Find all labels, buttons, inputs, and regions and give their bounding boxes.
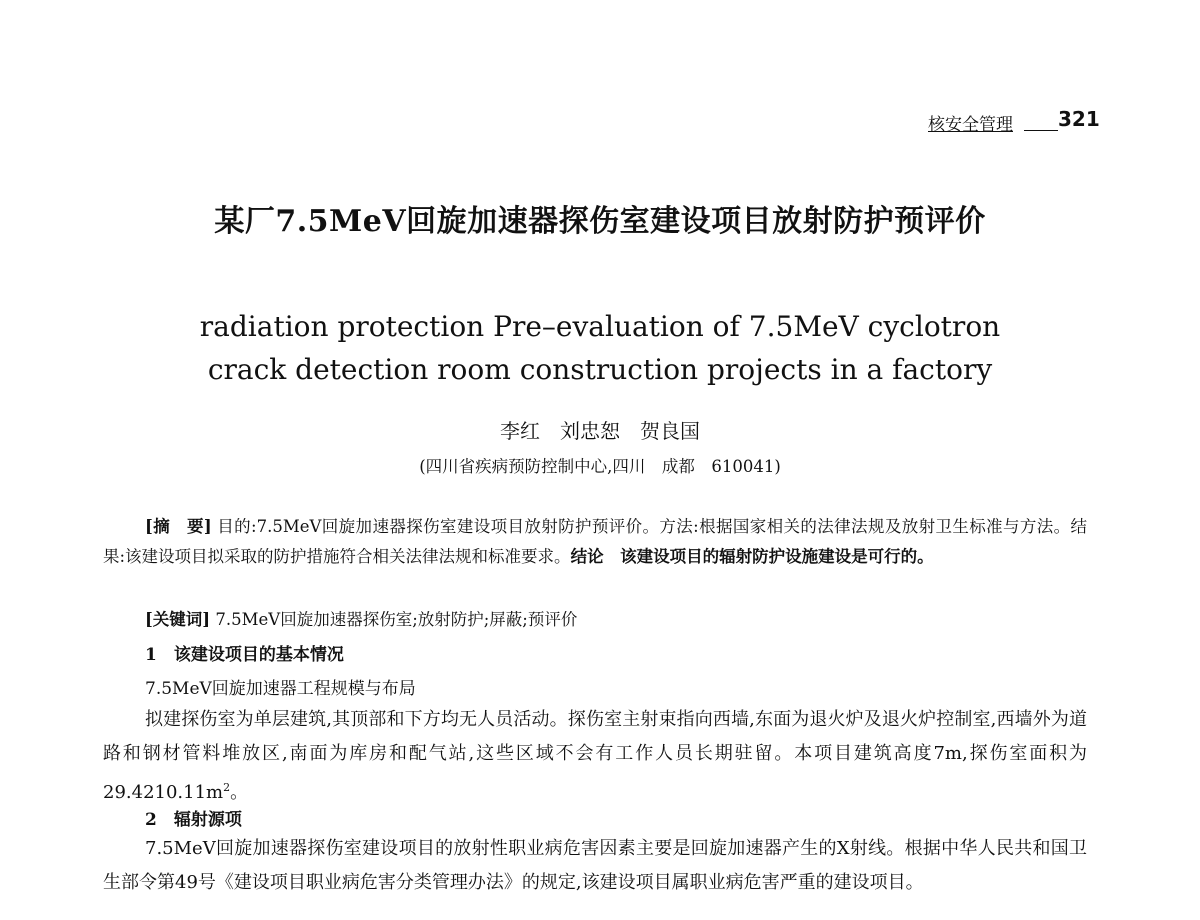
- abstract-label: [摘 要]: [145, 517, 212, 536]
- article-title-en-line1: radiation protection Pre–evaluation of 7.5MeV cyclotron: [199, 310, 1001, 343]
- section-1-body-end: 。: [230, 782, 249, 803]
- authors: 李红 刘忠恕 贺良国: [500, 419, 700, 443]
- area-unit-superscript: 2: [223, 781, 231, 794]
- keywords-text: 7.5MeV回旋加速器探伤室;放射防护;屏蔽;预评价: [215, 610, 578, 629]
- section-2-body: 7.5MeV回旋加速器探伤室建设项目的放射性职业病危害因素主要是回旋加速器产生的X射线。根据中华人民共和国卫生部令第49号《建设项目职业病危害分类管理办法》的规定,该建设项目属职业病危害严重的建设项目。: [103, 838, 1087, 893]
- affiliation: (四川省疾病预防控制中心,四川 成都 610041): [419, 457, 781, 476]
- abstract-result: 结果:该建设项目拟采取的防护措施符合相关法律法规和标准要求。: [103, 517, 1088, 566]
- keywords: [103, 605, 1087, 635]
- page-number: 321: [1058, 107, 1100, 131]
- section-1-body-text: 拟建探伤室为单层建筑,其顶部和下方均无人员活动。探伤室主射束指向西墙,东面为退火炉及退火炉控制室,西墙外为道路和钢材管料堆放区,南面为库房和配气站,这些区域不会有工作人员长期驻留。本项目建筑高度7m,探伤室面积为29.4210.11m: [103, 709, 1087, 803]
- running-header: [900, 107, 1100, 138]
- header-rule: [1024, 130, 1058, 131]
- section-2-heading: 2 辐射源项: [145, 810, 242, 830]
- article-title-en-line2: crack detection room construction projects in a factory: [207, 353, 993, 386]
- section-1-heading: 1 该建设项目的基本情况: [145, 645, 344, 665]
- abstract: [103, 512, 1087, 572]
- section-1-subheading: 7.5MeV回旋加速器工程规模与布局: [145, 679, 416, 699]
- abstract-purpose: 目的:7.5MeV回旋加速器探伤室建设项目放射防护预评价。: [217, 517, 660, 536]
- journal-section-title: 核安全管理: [928, 115, 1013, 135]
- section-1-body: [103, 703, 1087, 810]
- article-title-cn: 某厂7.5MeV回旋加速器探伤室建设项目放射防护预评价: [214, 204, 986, 239]
- abstract-method: 方法:根据国家相关的法律法规及放射卫生标准与方法。: [659, 517, 1071, 536]
- abstract-conclusion: 结论 该建设项目的辐射防护设施建设是可行的。: [570, 547, 934, 566]
- keywords-label: [关键词]: [145, 610, 211, 629]
